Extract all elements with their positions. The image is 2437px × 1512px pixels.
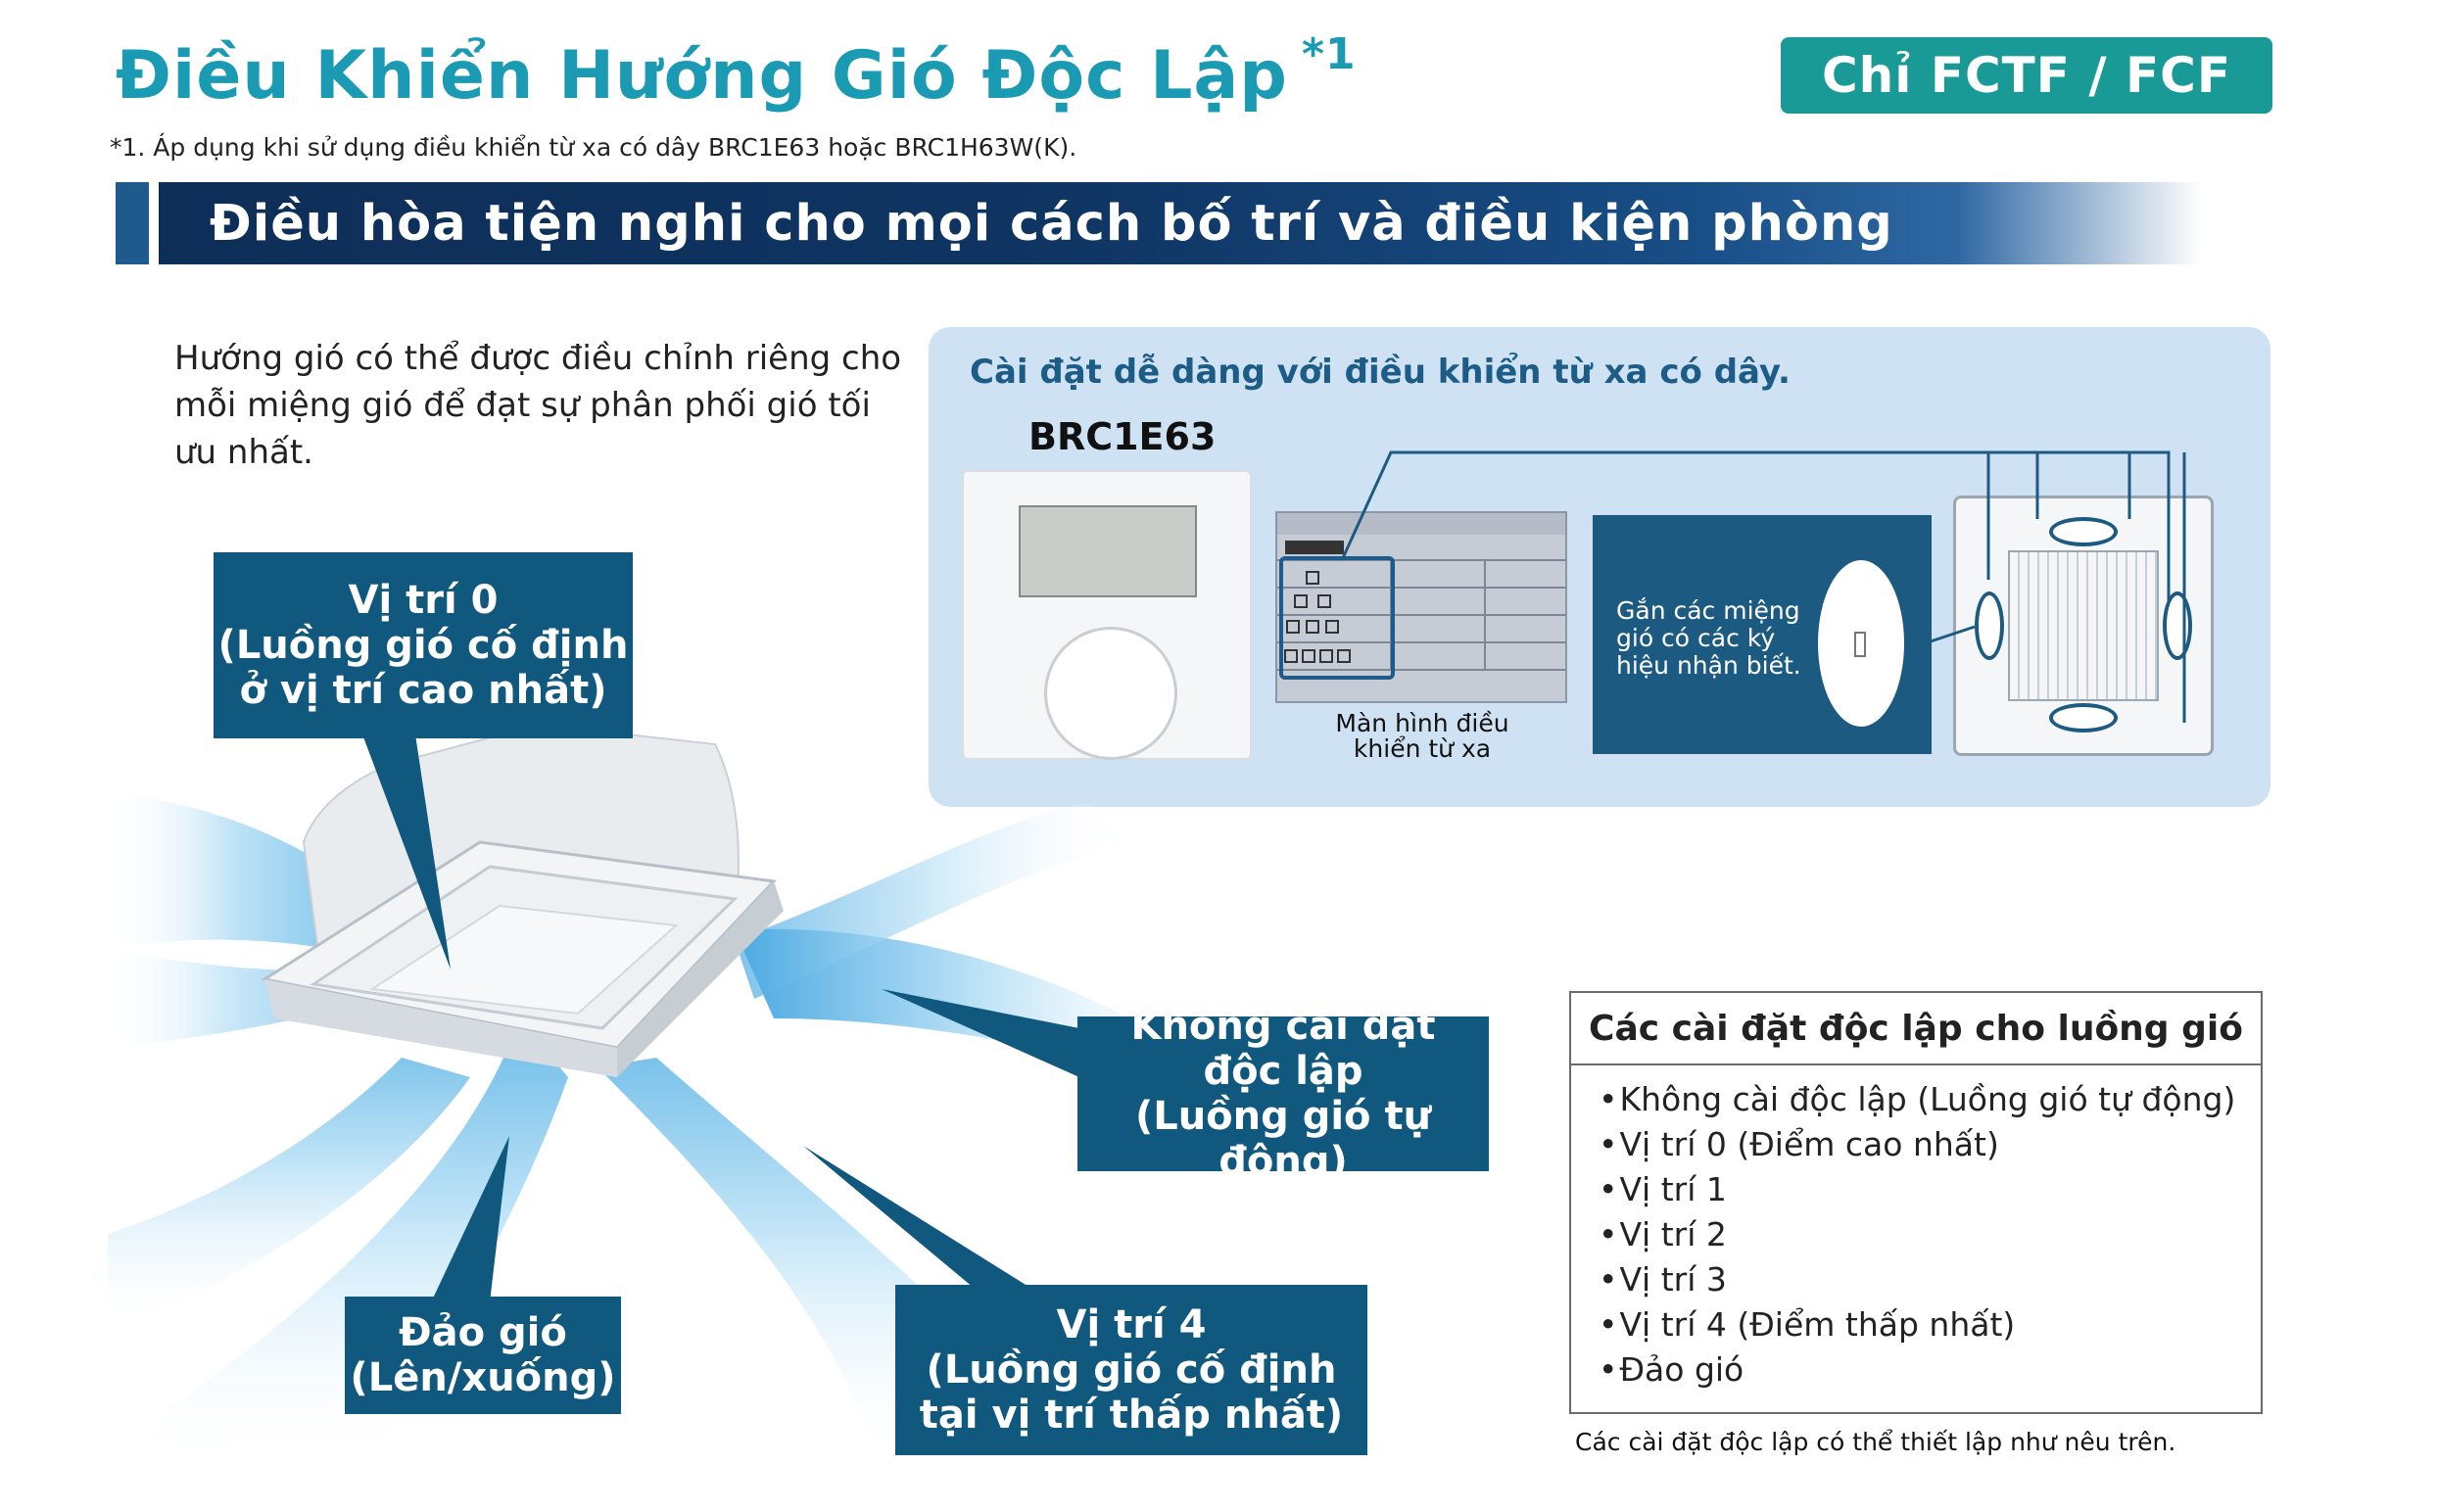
settings-item: • Vị trí 4 (Điểm thấp nhất) <box>1599 1302 2235 1347</box>
remote-lcd-image <box>1019 505 1197 597</box>
settings-item: • Không cài độc lập (Luồng gió tự động) <box>1599 1077 2235 1122</box>
page-title <box>116 29 1357 115</box>
settings-item: • Vị trí 1 <box>1599 1167 2235 1212</box>
settings-screen-highlight <box>1279 556 1395 680</box>
remote-panel-title: Cài đặt dễ dàng với điều khiển từ xa có dây. <box>970 353 1791 392</box>
callout-position-0-line-3: ở vị trí cao nhất) <box>239 668 607 713</box>
callout-position-4-line-3: tại vị trí thấp nhất) <box>919 1393 1344 1438</box>
outlet-marker-left <box>1975 591 2004 660</box>
model-badge: Chỉ FCTF / FCF <box>1781 37 2272 114</box>
banner-accent <box>116 182 149 264</box>
callout-position-4-line-1: Vị trí 4 <box>1056 1302 1207 1347</box>
callout-position-0 <box>214 552 633 738</box>
outlet-marker-right <box>2163 591 2192 660</box>
callout-auto-line-2: độc lập <box>1203 1049 1363 1094</box>
callout-position-0-line-1: Vị trí 0 <box>348 578 499 623</box>
callout-swing-line-2: (Lên/xuống) <box>350 1355 616 1400</box>
settings-list <box>1599 1077 2235 1393</box>
settings-item: • Vị trí 3 <box>1599 1257 2235 1302</box>
callout-auto-line-1: Không cài đặt <box>1130 1004 1436 1049</box>
outlet-marker-top <box>2049 517 2118 546</box>
callout-position-0-line-2: (Luồng gió cố định <box>217 623 629 668</box>
settings-note: Các cài đặt độc lập có thể thiết lập như nêu trên. <box>1575 1428 2176 1456</box>
remote-model-label: BRC1E63 <box>1028 415 1217 458</box>
title-footnote-mark: *1 <box>1301 29 1357 79</box>
outlet-marker-bottom <box>2049 703 2118 732</box>
callout-swing-line-1: Đảo gió <box>399 1310 567 1355</box>
settings-title: Các cài đặt độc lập cho luồng gió <box>1571 993 2261 1065</box>
callout-swing <box>345 1297 621 1414</box>
cassette-grille-image <box>2008 550 2159 701</box>
footnote: *1. Áp dụng khi sử dụng điều khiển từ xa có dây BRC1E63 hoặc BRC1H63W(K). <box>110 133 1077 162</box>
callout-auto-line-3: (Luồng gió tự động) <box>1134 1094 1432 1184</box>
settings-item: • Vị trí 2 <box>1599 1212 2235 1257</box>
callout-position-4 <box>895 1285 1367 1455</box>
callout-position-4-line-2: (Luồng gió cố định <box>926 1347 1337 1393</box>
section-banner-text: Điều hòa tiện nghi cho mọi cách bố trí và điều kiện phòng <box>210 194 1893 253</box>
callout-auto <box>1077 1004 1489 1184</box>
outlet-mark-note: Gắn các miệng gió có các ký hiệu nhận biết. <box>1616 596 1801 680</box>
intro-text: Hướng gió có thể được điều chỉnh riêng cho mỗi miệng gió để đạt sự phân phối gió tối ưu nhất. <box>174 339 902 472</box>
page-title-text: Điều Khiển Hướng Gió Độc Lập <box>116 37 1288 115</box>
section-banner <box>159 182 2202 264</box>
screen-caption: Màn hình điều khiển từ xa <box>1335 709 1509 763</box>
outlet-mark-icon <box>1854 632 1866 657</box>
settings-item: • Đảo gió <box>1599 1347 2235 1393</box>
settings-item: • Vị trí 0 (Điểm cao nhất) <box>1599 1122 2235 1167</box>
